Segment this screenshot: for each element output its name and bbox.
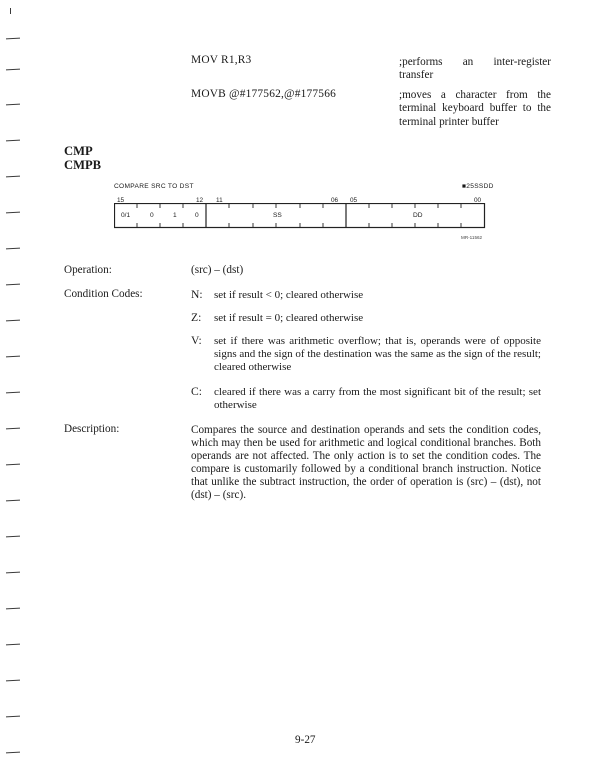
bit-label-05: 05 — [350, 197, 358, 204]
instruction-format-box — [114, 203, 486, 229]
bit-label-15: 15 — [117, 197, 125, 204]
condition-codes-label: Condition Codes: — [64, 288, 143, 300]
cc-text-z: set if result = 0; cleared otherwise — [214, 312, 364, 324]
bit-label-12: 12 — [196, 197, 204, 204]
cc-text-v: set if there was arithmetic overflow; that is, operands were of opposite signs and the sign of the destination was the same as the sign of the result; cleared otherwise — [214, 335, 541, 373]
bit-label-06: 06 — [331, 197, 339, 204]
heading-cmp: CMP — [64, 144, 93, 158]
operation-label: Operation: — [64, 264, 112, 276]
example-instruction-2: MOVB @#177562,@#177566 — [191, 88, 336, 100]
example-comment-1: ;performs an inter-register transfer — [399, 56, 551, 82]
bit-label-00: 00 — [474, 197, 482, 204]
page-number: 9-27 — [295, 734, 316, 746]
operation-value: (src) – (dst) — [191, 264, 244, 276]
cc-text-c: cleared if there was a carry from the most significant bit of the result; set otherwise — [214, 386, 541, 411]
field-byte-flag: 0/1 — [121, 212, 131, 219]
field-destination: DD — [413, 212, 423, 219]
description-label: Description: — [64, 423, 120, 435]
field-bit-13: 1 — [173, 212, 177, 219]
figure-id: MR-11562 — [461, 235, 483, 240]
diagram-opcode: ■25SSDD — [462, 183, 494, 190]
field-bit-14: 0 — [150, 212, 154, 219]
cc-text-n: set if result < 0; cleared otherwise — [214, 289, 364, 301]
cc-flag-z: Z: — [191, 311, 202, 324]
bit-label-11: 11 — [216, 197, 223, 204]
example-comment-2: ;moves a character from the terminal keyboard buffer to the terminal printer buffer — [399, 89, 551, 128]
cc-flag-n: N: — [191, 288, 203, 301]
description-text: Compares the source and destination operands and sets the condition codes, which may then be used for arithmetic and logical conditional branches. Both operands are not affected. The only action is to set the condition codes. The compare is customarily followed by a conditional branch instruction. Notice that unlike the subtract instruction, the order of operation is (src) – (dst), not (dst) – (src). — [191, 424, 541, 501]
cc-flag-c: C: — [191, 385, 202, 398]
cc-flag-v: V: — [191, 334, 202, 347]
heading-cmpb: CMPB — [64, 158, 102, 172]
field-source: SS — [273, 212, 282, 219]
diagram-title: COMPARE SRC TO DST — [114, 183, 194, 190]
field-bit-12: 0 — [195, 212, 199, 219]
example-instruction-1: MOV R1,R3 — [191, 54, 252, 66]
